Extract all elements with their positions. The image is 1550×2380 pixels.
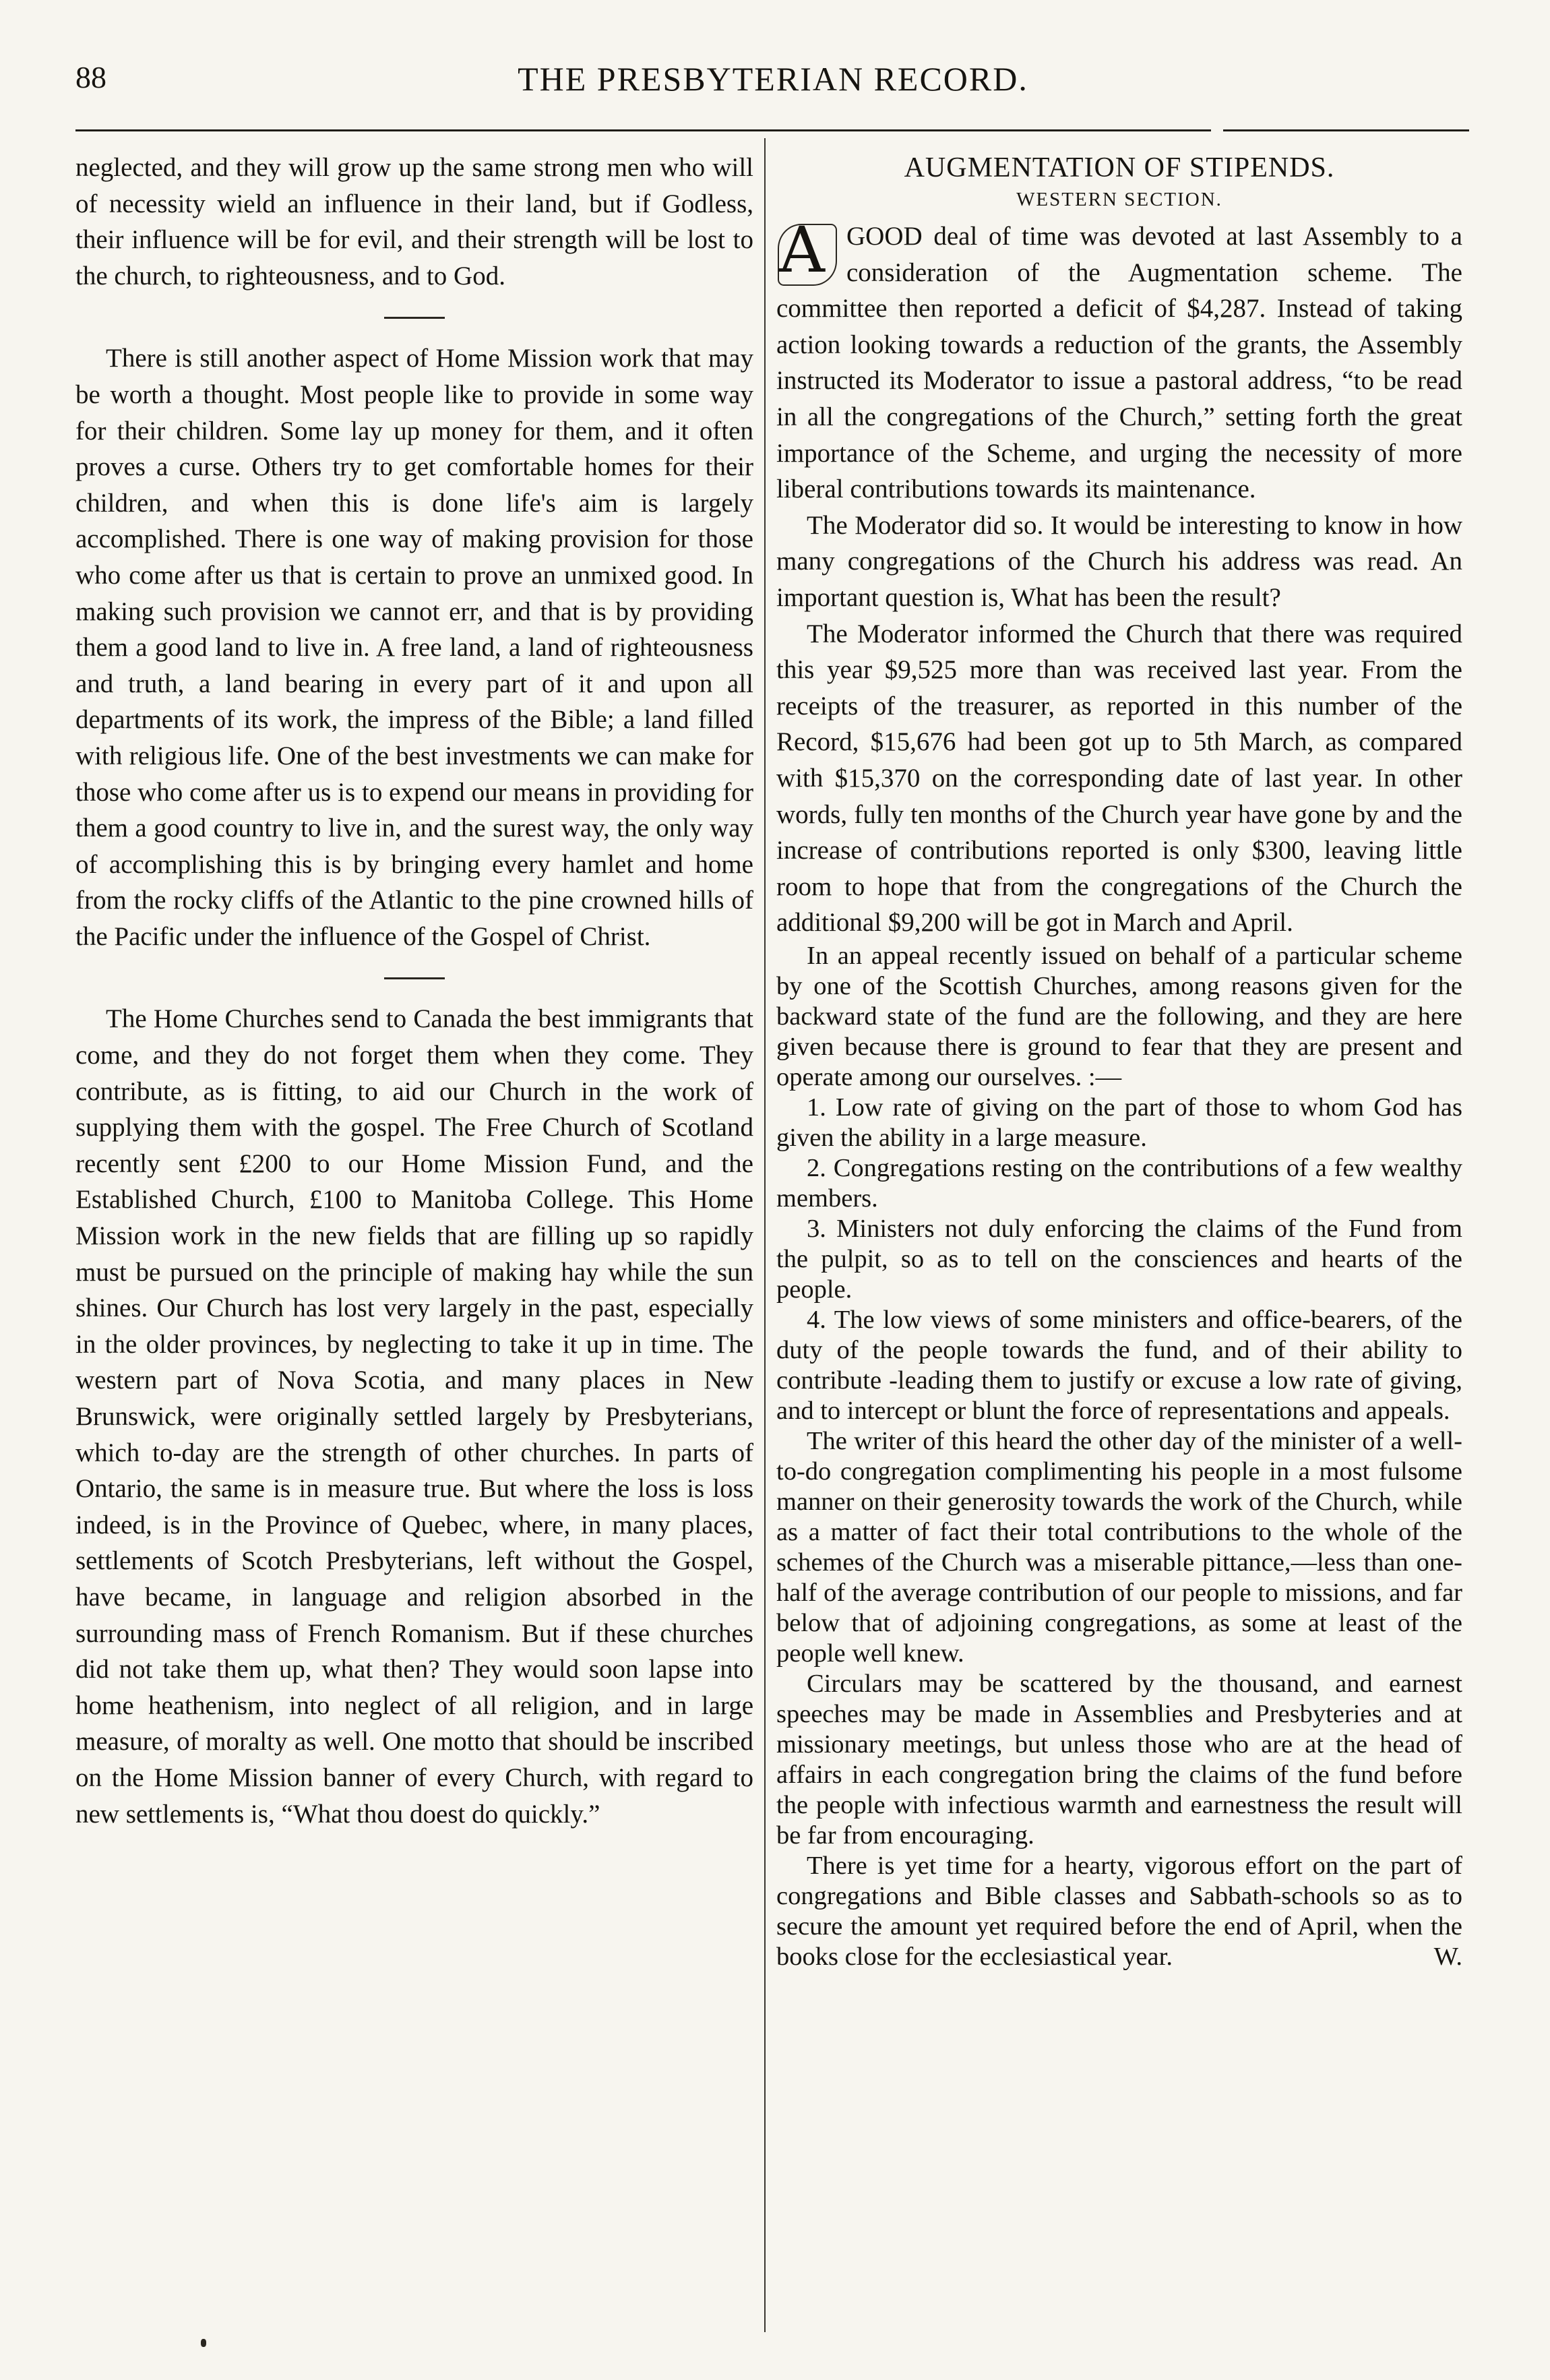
right-paragraph-2: The Moderator did so. It would be interesting to know in how many congregations of the Church his address was read. An important question is, What has been the result?	[776, 510, 1462, 612]
right-paragraph-4: In an appeal recently issued on behalf of a particular scheme by one of the Scottish Churches, among reasons given for the backward state of the fund are the following, and they are here given because there is ground to fear that they are present and operate among our ourselves. :—	[776, 941, 1462, 1091]
left-column	[75, 150, 753, 1832]
dropcap-ornament	[776, 214, 838, 287]
right-paragraph-1-text: GOOD deal of time was devoted at last Assembly to a consideration of the Augmentation scheme. The committee then reported a deficit of $4,287. Instead of taking action looking towards a reduction of the grants, the Assembly instructed its Moderator to issue a pastoral address, “to be read in all the congregations of the Church,” setting forth the great importance of the Scheme, and urging the necessity of more liberal contributions towards its maintenance.	[776, 222, 1462, 504]
section-separator-2	[384, 977, 445, 979]
ink-speck	[201, 2339, 206, 2347]
author-signature: W.	[1433, 1942, 1462, 1971]
right-paragraph-5: The writer of this heard the other day of the minister of a well-to-do congregation complimenting his people in a most fulsome manner on their generosity towards the work of the Church, while as a matter of fact their total contributions to the whole of the schemes of the Church was a miserable pittance,—less than one-half of the average contribution of our people to missions, and far below that of adjoining congregations, as some at least of the people well knew.	[776, 1426, 1462, 1668]
journal-title: THE PRESBYTERIAN RECORD.	[518, 60, 1028, 98]
right-paragraph-7	[776, 1851, 1462, 1972]
list-item: 3. Ministers not duly enforcing the claims of the Fund from the pulpit, so as to tell on the consciences and hearts of the people.	[776, 1214, 1462, 1304]
header-rule-left	[75, 129, 1211, 131]
right-paragraph-6: Circulars may be scattered by the thousand, and earnest speeches may be made in Assemblies and Presbyteries and at missionary meetings, but unless those who are at the head of affairs in each congregation bring the claims of the fund before the people with infectious warmth and earnestness the result will be far from encouraging.	[776, 1669, 1462, 1850]
left-paragraph-2: There is still another aspect of Home Mission work that may be worth a thought. Most people like to provide in some way for their children. Some lay up money for them, and it often proves a curse. Others try to get comfortable homes for their children, and when this is done life's aim is largely accomplished. There is one way of making provision for those who come after us that is certain to prove an unmixed good. In making such provision we cannot err, and that is by providing them a good land to live in. A free land, a land of righteousness and truth, a land bearing in every part of it and upon all departments of its work, the impress of the Bible; a land filled with religious life. One of the best investments we can make for those who come after us is to expend our means in providing for them a good country to live in, and the surest way, the only way of accomplishing this is by bringing every hamlet and home from the rocky cliffs of the Atlantic to the pine crowned hills of the Pacific under the influence of the Gospel of Christ.	[75, 344, 753, 951]
header-rule-right	[1223, 129, 1469, 131]
list-item: 1. Low rate of giving on the part of those to whom God has given the ability in a large measure.	[776, 1093, 1462, 1152]
right-paragraph-1	[776, 214, 1462, 508]
list-item: 2. Congregations resting on the contributions of a few wealthy members.	[776, 1153, 1462, 1213]
left-paragraph-3: The Home Churches send to Canada the best immigrants that come, and they do not forget them when they come. They contribute, as is fitting, to aid our Church in the work of supplying them with the gospel. The Free Church of Scotland recently sent £200 to our Home Mission Fund, and the Established Church, £100 to Manitoba College. This Home Mission work in the new fields that are filling up so rapidly must be pursued on the principle of making hay while the sun shines. Our Church has lost very largely in the past, especially in the older provinces, by neglecting to take it up in time. The western part of Nova Scotia, and many places in New Brunswick, were originally settled largely by Presbyterians, which to-day are the strength of other churches. In parts of Ontario, the same is in measure true. But where the loss is loss indeed, is in the Province of Quebec, where, in many places, settlements of Scotch Presbyterians, left without the Gospel, have became, in language and religion absorbed in the surrounding mass of French Romanism. But if these churches did not take them up, what then? They would soon lapse into home heathenism, into neglect of all religion, and in large measure, of moralty as well. One motto that should be inscribed on the Home Mission banner of every Church, with regard to new settlements is, “What thou doest do quickly.”	[75, 1004, 753, 1829]
right-paragraph-7-text: There is yet time for a hearty, vigorous effort on the part of congregations and Bible classes and Sabbath-schools so as to secure the amount yet required before the end of April, when the books close for the ecclesiastical year.	[776, 1851, 1462, 1971]
right-paragraph-3: The Moderator informed the Church that there was required this year $9,525 more than was received last year. From the receipts of the treasurer, as reported in this number of the Record, $15,676 had been got up to 5th March, as compared with $15,370 on the corresponding date of last year. In other words, fully ten months of the Church year have gone by and the increase of contributions reported is only $300, leaving little room to hope that from the congregations of the Church the additional $9,200 will be got in March and April.	[776, 619, 1462, 938]
running-head	[75, 59, 1470, 113]
article-subtitle: WESTERN SECTION.	[1016, 189, 1222, 210]
list-item: 4. The low views of some ministers and office-bearers, of the duty of the people towards the fund, and of their ability to contribute -leading them to justify or excuse a low rate of giving, and to intercept or blunt the force of representations and appeals.	[776, 1305, 1462, 1425]
dropcap-letter: A	[779, 214, 825, 287]
column-divider	[764, 138, 766, 2332]
right-column	[776, 150, 1462, 1972]
article-title: AUGMENTATION OF STIPENDS.	[904, 152, 1335, 183]
section-separator-1	[384, 317, 445, 319]
page-number: 88	[75, 60, 106, 94]
left-paragraph-1: neglected, and they will grow up the same strong men who will of necessity wield an influence in their land, but if Godless, their influence will be for evil, and their strength will be lost to the church, to righteousness, and to God.	[75, 153, 753, 291]
